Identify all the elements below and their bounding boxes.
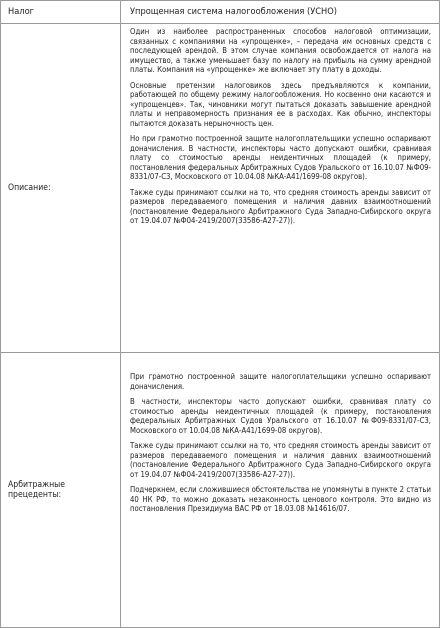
header-tax-label: Налог	[1, 1, 121, 24]
paragraph: Также суды принимают ссылки на то, что средняя стоимость аренды зависит от размеров передаваемого помещения и наличия давних взаимоотношений (постановление Федерального Арбитражного Суда Западно-Сибирского округа от 19.04.07 №Ф04-2419/2007(33586-А27-27)).	[130, 187, 431, 225]
paragraph: Подчеркнем, если сложившиеся обстоятельства не упомянуты в пункте 2 статьи 40 НК РФ, то можно доказать незаконность ценового контроля. Это видно из постановления Президиума ВАС РФ от 18.03.08 №14616/07.	[130, 485, 431, 513]
paragraph: В частности, инспекторы часто допускают ошибки, сравнивая плату со стоимостью аренды неидентичных площадей (к примеру, постановления федеральных Арбитражных Судов Уральского от 16.10.07 №Ф09-8331/07-С3, Московского от 10.04.08 №КА-А41/1699-08 округов).	[130, 397, 431, 435]
row-label-precedents: Арбитражные прецеденты:	[1, 353, 121, 628]
row-content-precedents	[121, 353, 440, 628]
table-row	[1, 353, 440, 628]
row-label-description: Описание:	[1, 24, 121, 353]
row-content-description	[121, 24, 440, 353]
paragraph: При грамотно построенной защите налогоплательщики успешно оспаривают доначисления.	[130, 372, 431, 391]
header-tax-system: Упрощенная система налогообложения (УСНО)	[121, 1, 440, 24]
table-row	[1, 24, 440, 353]
paragraph: Основные претензии налоговиков здесь предъявляются к компании, работающей по общему режиму налогообложения. Но косвенно они касаются и «упрощенцев». Так, чиновники могут пытаться доказать завышение арендной платы и неправомерность признания ее в расходах. Как обычно, инспекторы пытаются доказать нерыночность цен.	[130, 80, 431, 128]
table-header-row	[1, 1, 440, 24]
paragraph: Один из наиболее распространенных способов налоговой оптимизации, связанных с компаниями на «упрощенке», – передача им основных средств с последующей арендой. В этом случае компания освобождается от налога на имущество, а также уменьшает базу по налогу на прибыль на сумму арендной платы. Компания на «упрощенке» же включает эту плату в доходы.	[130, 27, 431, 74]
paragraph: Но при грамотно построенной защите налогоплательщики успешно оспаривают доначисления. В частности, инспекторы часто допускают ошибки, сравнивая плату со стоимостью аренды неидентичных площадей (к примеру, постановления федеральных Арбитражных Судов Уральского от 16.10.07 №Ф09-8331/07-С3, Московского от 10.04.08 №КА-А41/1699-08 округов).	[130, 134, 431, 181]
paragraph: Также суды принимают ссылки на то, что средняя стоимость аренды зависит от размеров передаваемого помещения и наличия давних взаимоотношений (постановление Федерального Арбитражного Суда Западно-Сибирского округа от 19.04.07 №Ф04-2419/2007(33586-А27-27)).	[130, 441, 431, 479]
